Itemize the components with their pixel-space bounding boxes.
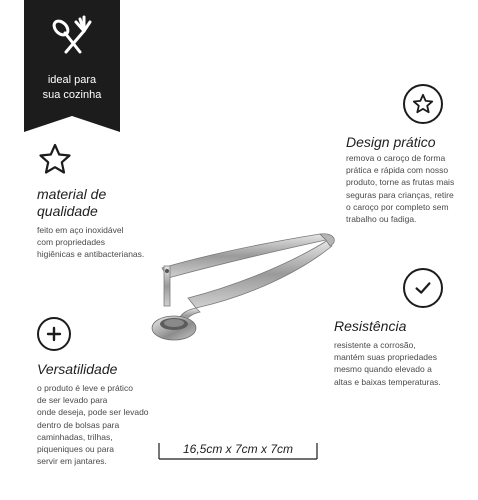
material-title: material de qualidade xyxy=(37,186,107,219)
versatilidade-desc: o produto é leve e prático de ser levado para onde deseja, pode ser levado dentro de bolsas para caminhadas, trilhas, piqueniques ou para servir em jantares. xyxy=(37,383,149,467)
kitchen-banner xyxy=(24,0,120,132)
design-desc: remova o caroço de forma prática e rápida com nosso produto, torne as frutas mais seguras para crianças, retire o caroço por completo sem trabalho ou fadiga. xyxy=(346,153,455,225)
material-desc: feito em aço inoxidável com propriedades higiênicas e antibacterianas. xyxy=(37,225,145,260)
fork-spoon-icon xyxy=(24,0,120,70)
resistencia-title: Resistência xyxy=(334,318,407,334)
plus-circle-icon xyxy=(37,317,71,351)
dimension-label xyxy=(158,439,318,461)
design-title: Design prático xyxy=(346,134,436,150)
dimension-text: 16,5cm x 7cm x 7cm xyxy=(182,442,294,456)
star-circle-icon xyxy=(403,84,443,124)
star-badge-icon xyxy=(37,143,73,177)
banner-line-1: ideal para xyxy=(47,74,97,86)
check-circle-icon xyxy=(403,268,443,308)
versatilidade-title: Versatilidade xyxy=(37,361,118,377)
resistencia-desc: resistente a corrosão, mantém suas propriedades mesmo quando elevado a altas e baixas temperaturas. xyxy=(334,340,441,387)
cherry-pitter-tool xyxy=(140,224,340,364)
banner-line-2: sua cozinha xyxy=(42,89,102,101)
banner-text xyxy=(24,73,120,103)
